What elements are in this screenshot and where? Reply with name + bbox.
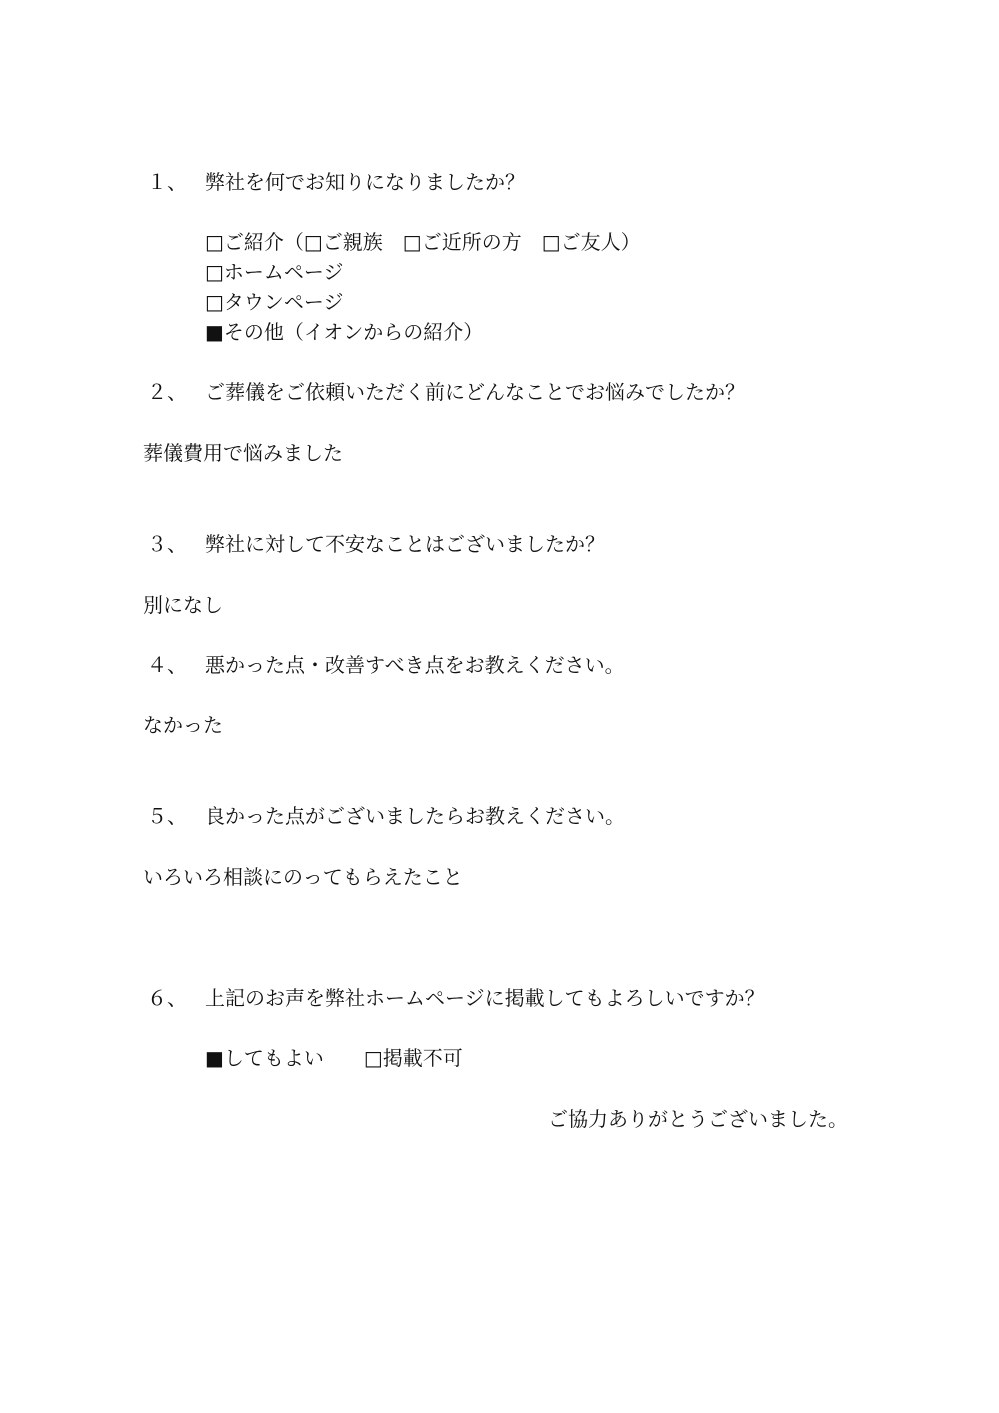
question-4-text: 悪かった点・改善すべき点をお教えください。 [205,653,625,677]
question-1-option-townpage: □タウンページ [205,290,344,314]
question-2-text: ご葬儀をご依頼いただく前にどんなことでお悩みでしたか？ [205,380,745,404]
question-3-number: ３、 [147,532,187,556]
question-4-number: ４、 [147,653,187,677]
question-4-answer: なかった [143,713,223,737]
question-3-answer: 別になし [143,593,223,617]
question-5-text: 良かった点がございましたらお教えください。 [205,804,625,828]
question-1-option-other: ■その他（イオンからの紹介） [205,320,484,344]
question-2-answer: 葬儀費用で悩みました [143,441,343,465]
question-5-answer: いろいろ相談にのってもらえたこと [143,865,463,889]
question-6-number: ６、 [147,986,187,1010]
question-5-number: ５、 [147,804,187,828]
question-6-options: ■してもよい □掲載不可 [205,1046,463,1070]
question-1-number: １、 [147,170,187,194]
question-1-option-introduction: □ご紹介（□ご親族 □ご近所の方 □ご友人） [205,230,641,254]
question-1-text: 弊社を何でお知りになりましたか？ [205,170,525,194]
question-2-number: ２、 [147,380,187,404]
question-6-text: 上記のお声を弊社ホームページに掲載してもよろしいですか？ [205,986,765,1010]
closing-thanks: ご協力ありがとうございました。 [548,1107,848,1131]
question-1-option-homepage: □ホームページ [205,260,344,284]
question-3-text: 弊社に対して不安なことはございましたか？ [205,532,605,556]
